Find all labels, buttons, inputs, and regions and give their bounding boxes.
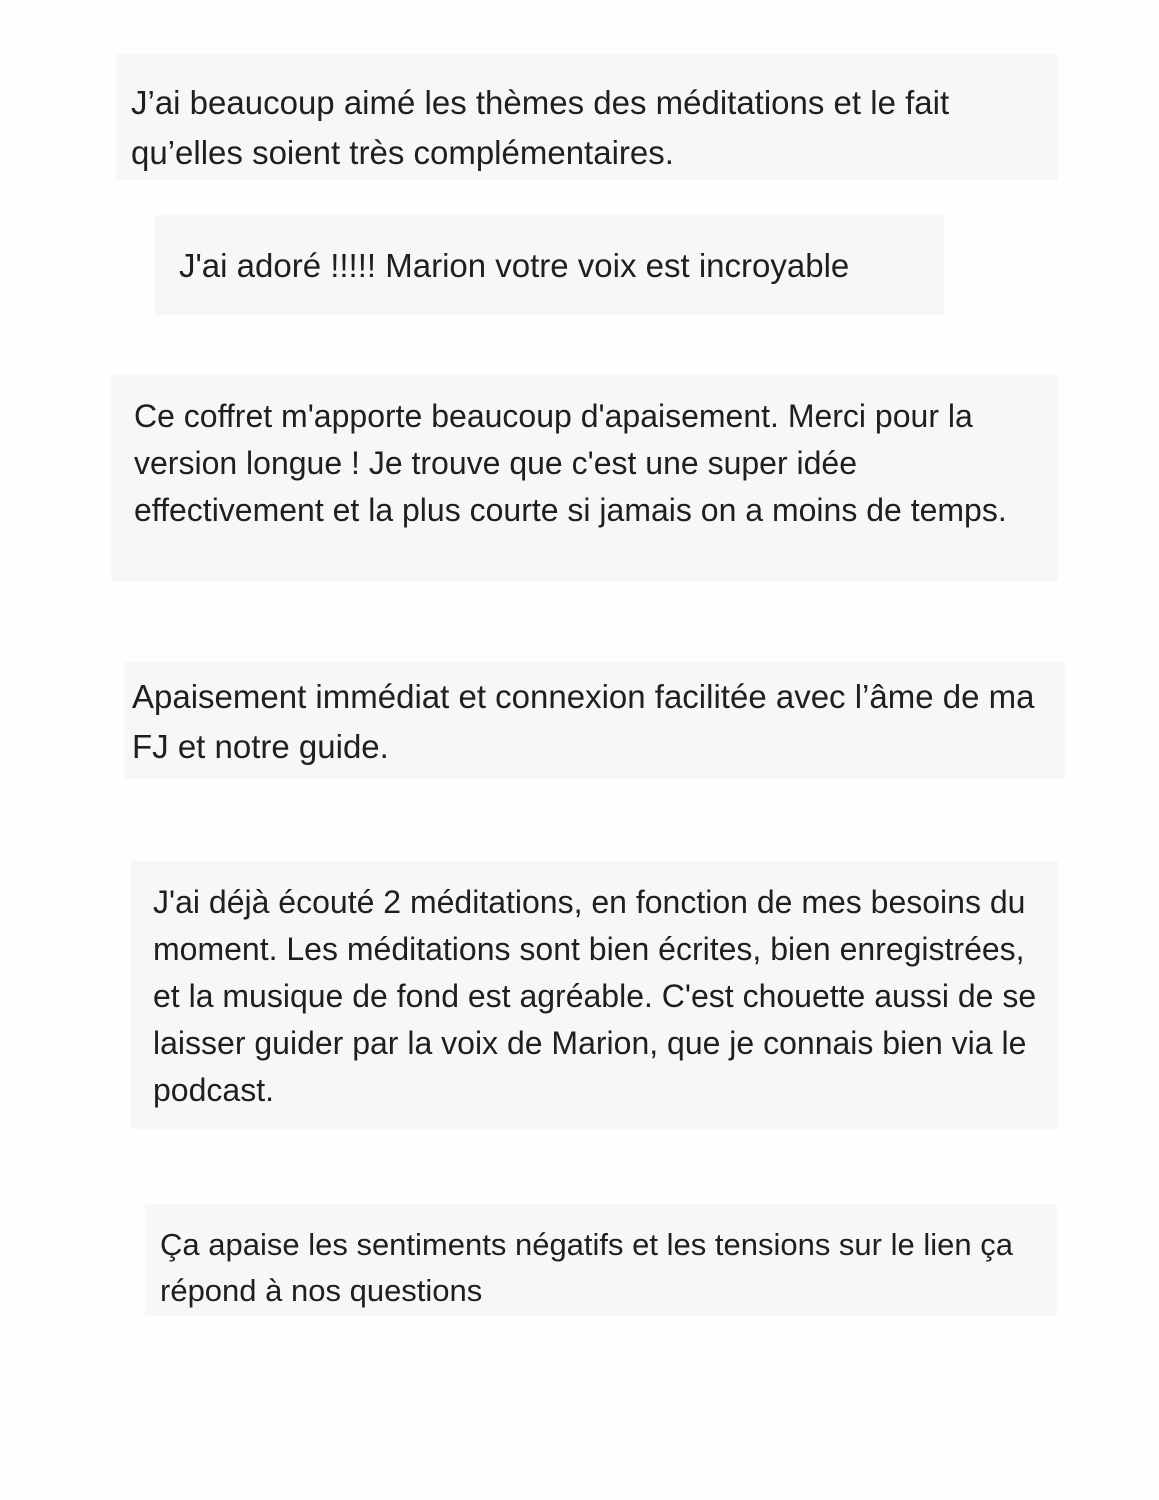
review-text: Ce coffret m'apporte beaucoup d'apaisement. Merci pour la version longue ! Je trouve que c'est une super idée effectivement et la plus courte si jamais on a moins de temps. [134,398,1007,528]
review-card [155,215,944,315]
review-text: J'ai déjà écouté 2 méditations, en fonction de mes besoins du moment. Les méditations sont bien écrites, bien enregistrées, et la musique de fond est agréable. C'est chouette aussi de se laisser guider par la voix de Marion, que je connais bien via le podcast. [153,884,1037,1108]
review-card [145,1204,1057,1316]
review-text: J’ai beaucoup aimé les thèmes des méditations et le fait qu’elles soient très complémentaires. [131,84,950,171]
review-text: J'ai adoré !!!!! Marion votre voix est incroyable [179,247,850,284]
review-card [124,662,1065,779]
review-text: Apaisement immédiat et connexion facilitée avec l’âme de ma FJ et notre guide. [132,678,1035,765]
review-card [111,375,1058,581]
review-card [131,861,1058,1129]
review-card [116,54,1058,180]
review-text: Ça apaise les sentiments négatifs et les tensions sur le lien ça répond à nos questions [160,1227,1013,1308]
